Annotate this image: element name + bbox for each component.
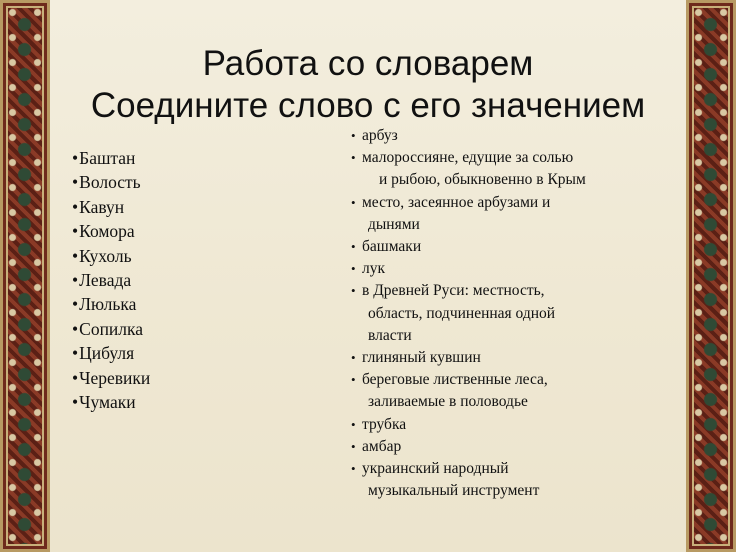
meaning-item — [351, 347, 621, 369]
meaning-line: • место, засеянное арбузами и — [362, 193, 551, 211]
word-item: • Цибуля — [72, 341, 150, 365]
meaning-item — [351, 458, 621, 502]
meaning-line: • малороссияне, едущие за солью — [362, 149, 574, 167]
left-ornament-border — [0, 0, 50, 552]
word-item: • Левада — [72, 268, 150, 292]
word-item: • Кавун — [72, 195, 150, 219]
meaning-line: и рыбою, обыкновенно в Крым — [379, 171, 586, 189]
slide-title: Работа со словарем — [202, 44, 534, 83]
meaning-line: • в Древней Руси: местность, — [362, 282, 545, 300]
word-item: • Волость — [72, 170, 150, 194]
meaning-line: власти — [368, 326, 412, 344]
word-item: • Чумаки — [72, 390, 150, 414]
meaning-line: • лук — [362, 260, 386, 278]
meaning-line: музыкальный инструмент — [368, 482, 540, 500]
meaning-line: • трубка — [362, 415, 407, 433]
meaning-item — [351, 258, 621, 280]
word-item: • Комора — [72, 219, 150, 243]
meaning-item — [351, 236, 621, 258]
meaning-line: • арбуз — [362, 127, 398, 144]
word-item: • Люлька — [72, 292, 150, 316]
meaning-line: • береговые лиственные леса, — [362, 371, 548, 389]
meaning-line: • башмаки — [362, 238, 422, 256]
meaning-item — [351, 369, 621, 413]
word-item: • Баштан — [72, 146, 150, 170]
word-item: • Сопилка — [72, 317, 150, 341]
meaning-line: область, подчиненная одной — [368, 304, 556, 322]
meaning-line: заливаемые в половодье — [368, 393, 528, 411]
meaning-item — [351, 414, 621, 436]
meaning-item — [351, 280, 621, 347]
word-item: • Кухоль — [72, 244, 150, 268]
meaning-line: • глиняный кувшин — [362, 349, 481, 367]
slide-subtitle: Соедините слово с его значением — [90, 86, 646, 125]
meaning-item — [351, 147, 621, 191]
word-list — [72, 146, 150, 414]
word-item: • Черевики — [72, 366, 150, 390]
meaning-line: • амбар — [362, 437, 402, 455]
meaning-item — [351, 436, 621, 458]
meaning-line: • украинский народный — [362, 460, 509, 478]
meaning-item — [351, 125, 621, 147]
right-ornament-border — [686, 0, 736, 552]
meaning-list — [351, 125, 621, 502]
meaning-item — [351, 192, 621, 236]
meaning-line: дынями — [368, 215, 420, 233]
